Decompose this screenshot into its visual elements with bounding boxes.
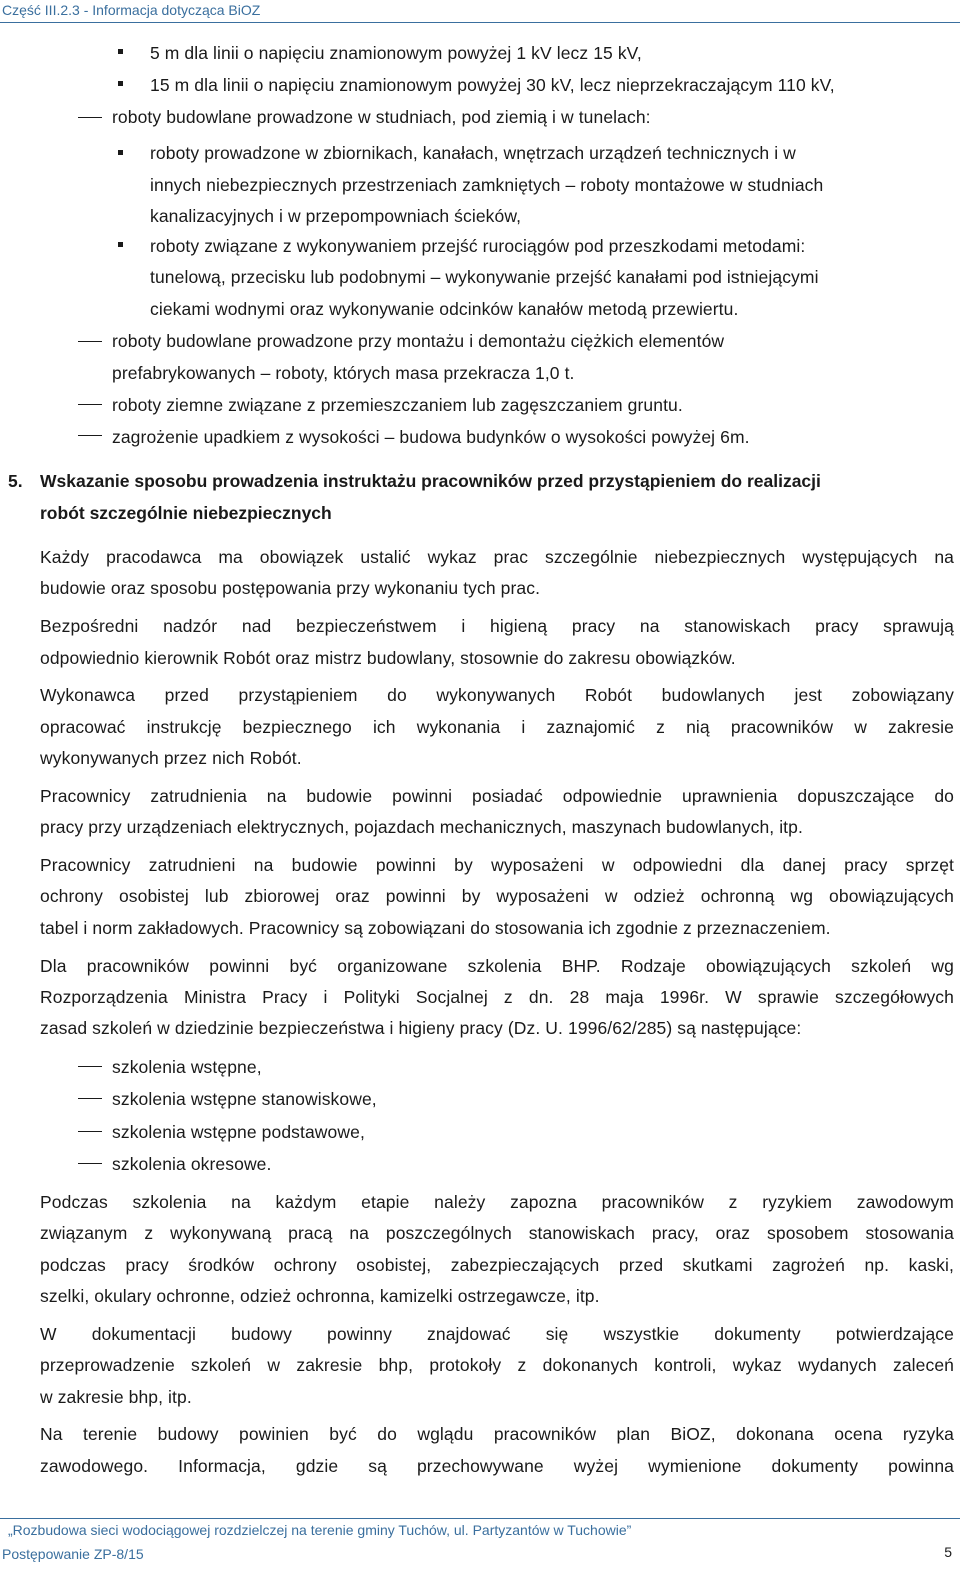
section-title-continuation: robót szczególnie niebezpiecznych [40, 503, 332, 523]
list-item-continuation: tunelową, przecisku lub podobnymi – wykonywanie przejść kanałami pod istniejącymi [150, 267, 819, 287]
list-item: szkolenia wstępne stanowiskowe, [112, 1089, 377, 1109]
paragraph-line: opracować instrukcję bezpiecznego ich wykonania i zaznajomić z nią pracowników w zakresie [40, 717, 954, 737]
list-item-continuation: kanalizacyjnych i w przepompowniach ścieków, [150, 206, 522, 226]
list-item: 5 m dla linii o napięciu znamionowym powyżej 1 kV lecz 15 kV, [150, 43, 642, 63]
paragraph-line: Na terenie budowy powinien być do wglądu pracowników plan BiOZ, dokonana ocena ryzyka [40, 1424, 954, 1444]
paragraph-line: Rozporządzenia Ministra Pracy i Polityki Socjalnej z dn. 28 maja 1996r. W sprawie szczegółowych [40, 987, 954, 1007]
paragraph-line: Każdy pracodawca ma obowiązek ustalić wykaz prac szczególnie niebezpiecznych występujących na [40, 547, 954, 567]
list-item: 15 m dla linii o napięciu znamionowym powyżej 30 kV, lecz nieprzekraczającym 110 kV, [150, 75, 835, 95]
paragraph-line: Wykonawca przed przystąpieniem do wykonywanych Robót budowlanych jest zobowiązany [40, 685, 954, 705]
section-title: Wskazanie sposobu prowadzenia instruktażu pracowników przed przystąpieniem do realizacji [40, 471, 821, 491]
list-item-continuation: innych niebezpiecznych przestrzeniach zamkniętych – roboty montażowe w studniach [150, 175, 824, 195]
paragraph-line: tabel i norm zakładowych. Pracownicy są zobowiązani do stosowania ich zgodnie z przeznaczeniem. [40, 918, 831, 938]
paragraph-line: budowie oraz sposobu postępowania przy wykonaniu tych prac. [40, 578, 541, 598]
square-bullet-icon [118, 242, 123, 247]
paragraph-line: zawodowego. Informacja, gdzie są przechowywane wyżej wymienione dokumenty powinna [40, 1456, 954, 1476]
paragraph-line: szelki, okulary ochronne, odzież ochronna, kamizelki ostrzegawcze, itp. [40, 1286, 600, 1306]
paragraph-line: Dla pracowników powinni być organizowane szkolenia BHP. Rodzaje obowiązujących szkoleń wg [40, 956, 954, 976]
square-bullet-icon [118, 81, 123, 86]
paragraph-line: związanym z wykonywaną pracą na poszczególnych stanowiskach pracy, oraz sposobem stosowania [40, 1223, 954, 1243]
list-item: szkolenia okresowe. [112, 1154, 272, 1174]
list-item: roboty ziemne związane z przemieszczaniem lub zagęszczaniem gruntu. [112, 395, 683, 415]
list-item: roboty budowlane prowadzone w studniach, pod ziemią i w tunelach: [112, 107, 651, 127]
header-rule [0, 22, 960, 23]
list-item: zagrożenie upadkiem z wysokości – budowa budynków o wysokości powyżej 6m. [112, 427, 750, 447]
list-item-continuation: prefabrykowanych – roboty, których masa przekracza 1,0 t. [112, 363, 575, 383]
dash-bullet-icon [78, 341, 102, 342]
paragraph-line: przeprowadzenie szkoleń w zakresie bhp, protokoły z dokonanych kontroli, wykaz wydanych zaleceń [40, 1355, 954, 1375]
paragraph-line: W dokumentacji budowy powinny znajdować się wszystkie dokumenty potwierdzające [40, 1324, 954, 1344]
paragraph-line: podczas pracy środków ochrony osobistej, zabezpieczających przed skutkami zagrożeń np. kaski, [40, 1255, 954, 1275]
footer-case-number: Postępowanie ZP-8/15 [2, 1546, 144, 1562]
page-number: 5 [944, 1544, 952, 1560]
paragraph-line: Pracownicy zatrudnienia na budowie powinni posiadać odpowiednie uprawnienia dopuszczające do [40, 786, 954, 806]
footer-rule [0, 1518, 960, 1519]
dash-bullet-icon [78, 1098, 102, 1099]
paragraph-line: Pracownicy zatrudnieni na budowie powinni by wyposażeni w odpowiedni dla danej pracy sprzęt [40, 855, 954, 875]
page-header: Część III.2.3 - Informacja dotycząca BiOZ [2, 2, 261, 18]
paragraph-line: Bezpośredni nadzór nad bezpieczeństwem i higieną pracy na stanowiskach pracy sprawują [40, 616, 954, 636]
dash-bullet-icon [78, 1066, 102, 1067]
square-bullet-icon [118, 49, 123, 54]
list-item: szkolenia wstępne podstawowe, [112, 1122, 365, 1142]
paragraph-line: zasad szkoleń w dziedzinie bezpieczeństwa i higieny pracy (Dz. U. 1996/62/285) są następujące: [40, 1018, 802, 1038]
dash-bullet-icon [78, 404, 102, 405]
dash-bullet-icon [78, 435, 102, 436]
paragraph-line: wykonywanych przez nich Robót. [40, 748, 302, 768]
paragraph-line: ochrony osobistej lub zbiorowej oraz powinni by wyposażeni w odzież ochronną wg obowiązujących [40, 886, 954, 906]
paragraph-line: Podczas szkolenia na każdym etapie należy zapozna pracowników z ryzykiem zawodowym [40, 1192, 954, 1212]
list-item-continuation: ciekami wodnymi oraz wykonywanie odcinków kanałów metodą przewiertu. [150, 299, 739, 319]
dash-bullet-icon [78, 1163, 102, 1164]
paragraph-line: pracy przy urządzeniach elektrycznych, pojazdach mechanicznych, maszynach budowlanych, itp. [40, 817, 803, 837]
list-item: roboty związane z wykonywaniem przejść rurociągów pod przeszkodami metodami: [150, 236, 806, 256]
square-bullet-icon [118, 150, 123, 155]
list-item: roboty prowadzone w zbiornikach, kanałach, wnętrzach urządzeń technicznych i w [150, 143, 796, 163]
section-number: 5. [8, 471, 23, 491]
dash-bullet-icon [78, 117, 102, 118]
paragraph-line: odpowiednio kierownik Robót oraz mistrz budowlany, stosownie do zakresu obowiązków. [40, 648, 736, 668]
paragraph-line: w zakresie bhp, itp. [40, 1387, 192, 1407]
dash-bullet-icon [78, 1131, 102, 1132]
list-item: szkolenia wstępne, [112, 1057, 262, 1077]
footer-project-title: „Rozbudowa sieci wodociągowej rozdzielczej na terenie gminy Tuchów, ul. Partyzantów w Tuchowie” [8, 1522, 632, 1538]
list-item: roboty budowlane prowadzone przy montażu i demontażu ciężkich elementów [112, 331, 725, 351]
